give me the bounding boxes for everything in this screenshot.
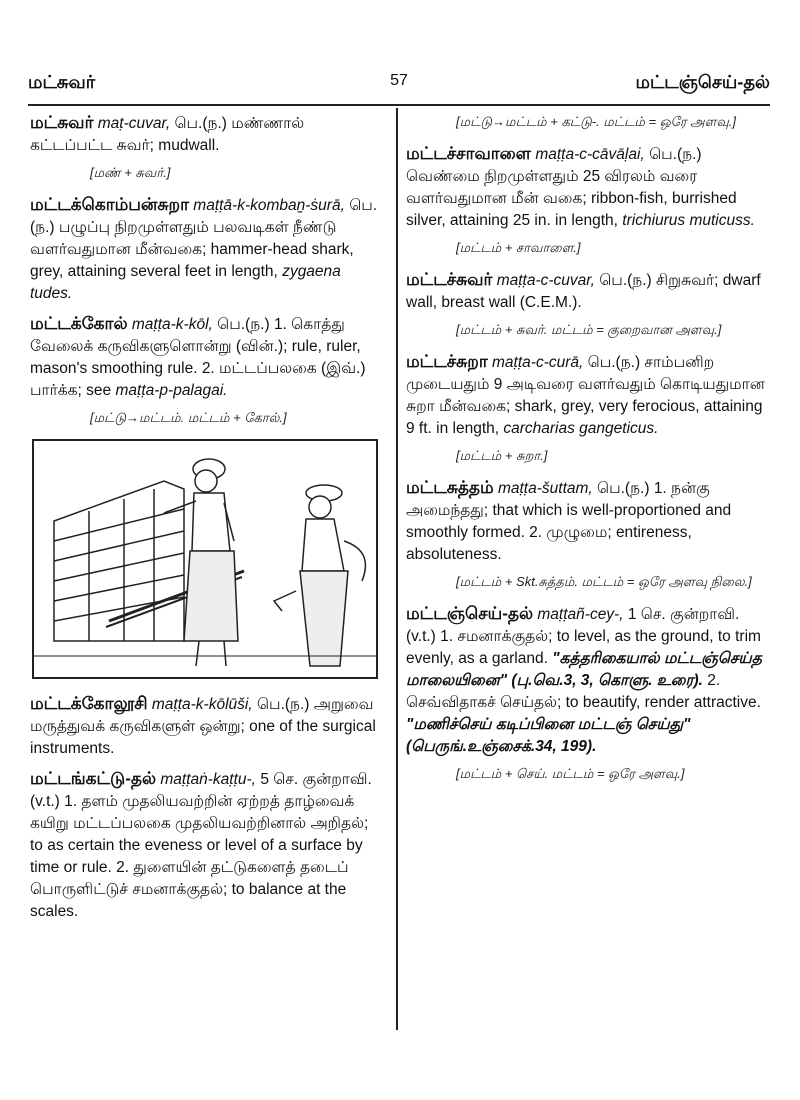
definition: பெ.(ந.) அறுவை மருத்துவக் கருவிகளுள் ஒன்று; one of the surgical instruments. bbox=[30, 696, 376, 757]
latin-name: carcharias gangeticus. bbox=[503, 420, 659, 437]
headword: மட்சுவர் bbox=[30, 113, 94, 132]
page-number: 57 bbox=[390, 72, 408, 89]
definition: பெ.(ந.) பழுப்பு நிறமுள்ளதும் பலவடிகள் நீண்டு வளர்வதுமான மீன்வகை; hammer-head shark, grey, attaining several feet in length, bbox=[30, 197, 378, 280]
definition: பெ.(ந.) மண்ணால் கட்டப்பட்ட சுவர்; mudwall. bbox=[30, 115, 305, 154]
dictionary-entry bbox=[30, 194, 380, 305]
etymology: [மட்டம் + சுவர். மட்டம் = குறைவான அளவு.] bbox=[456, 322, 722, 337]
etymology: [மட்டம் + சாவாளை.] bbox=[456, 240, 581, 255]
definition: பெ.(ந.) வெண்மை நிறமுள்ளதும் 25 விரலம் வரை வளர்வதுமான மீன் வகை; ribbon-fish, burrished silver, attaining 25 in. in length, bbox=[406, 146, 737, 229]
headword: மட்டங்கட்டு-தல் bbox=[30, 769, 157, 788]
headword: மட்டக்கோலூசி bbox=[30, 694, 148, 713]
header-right-word: மட்டஞ்செய்-தல் bbox=[635, 72, 770, 92]
left-column bbox=[30, 112, 380, 931]
headword: மட்டசுத்தம் bbox=[406, 478, 494, 497]
etymology: [மண் + சுவர்.] bbox=[90, 165, 171, 180]
definition: பெ.(ந.) 1. நன்கு அமைந்தது; that which is well-proportioned and smoothly formed. 2. முழுமை; entireness, absoluteness. bbox=[406, 480, 732, 563]
etymology: [மட்டம் + சுறா.] bbox=[456, 448, 548, 463]
dictionary-entry bbox=[30, 313, 380, 402]
transliteration: maṭṭā-k-kombaṉ-ṡurā, bbox=[193, 197, 345, 214]
page-header bbox=[28, 72, 770, 102]
transliteration: maṭ-cuvar, bbox=[97, 115, 171, 132]
headword: மட்டக்கோல் bbox=[30, 314, 128, 333]
column-divider bbox=[396, 108, 398, 1030]
header-rule bbox=[28, 104, 770, 106]
etymology: [மட்டு→மட்டம் + கட்டு-. மட்டம் = ஒரே அளவு.] bbox=[456, 114, 736, 129]
quotation: "கத்தரிகையால் மட்டஞ்செய்த மாலையினை" (பு.வெ.3, 3, கொளு. உரை). bbox=[406, 650, 762, 689]
latin-name: trichiurus muticuss. bbox=[622, 212, 755, 229]
dictionary-entry bbox=[30, 768, 380, 923]
dictionary-entry bbox=[30, 112, 380, 157]
definition-2: 2. செவ்விதாகச் செய்தல்; to beautify, render attractive. bbox=[406, 672, 761, 711]
definition: பெ.(ந.) சிறுசுவர்; dwarf wall, breast wall (C.E.M.). bbox=[406, 272, 761, 311]
headword: மட்டச்சுறா bbox=[406, 352, 488, 371]
etymology: [மட்டு→மட்டம். மட்டம் + கோல்.] bbox=[90, 410, 287, 425]
transliteration: maṭṭa-k-kōlūši, bbox=[151, 696, 253, 713]
see-reference: maṭṭa-p-palagai. bbox=[115, 382, 228, 399]
quotation: "மணிச்செய் கடிப்பினை மட்டஞ் செய்து" (பெருங்.உஞ்சைக்.34, 199). bbox=[406, 716, 691, 755]
right-column bbox=[406, 112, 770, 795]
transliteration: maṭṭa-k-kōl, bbox=[131, 316, 213, 333]
definition: பெ.(ந.) சாம்பனிற முடையதும் 9 அடிவரை வளர்வதும் கொடியதுமான சுறா மீன்வகை; shark, grey, very ferocious, attaining 9 ft. in length, bbox=[406, 354, 765, 437]
header-left-word: மட்சுவர் bbox=[28, 72, 96, 92]
dictionary-entry bbox=[30, 693, 380, 760]
headword: மட்டஞ்செய்-தல் bbox=[406, 604, 534, 623]
definition: பெ.(ந.) 1. கொத்து வேலைக் கருவிகளுளொன்று (வின்.); rule, ruler, mason's smoothing rule. 2. மட்டப்பலகை (இவ்.) பார்க்க; see bbox=[30, 316, 366, 399]
transliteration: maṭṭa-c-cuvar, bbox=[496, 272, 595, 289]
headword: மட்டச்சாவாளை bbox=[406, 144, 532, 163]
illustration-drawing bbox=[34, 441, 376, 677]
etymology: [மட்டம் + செய். மட்டம் = ஒரே அளவு.] bbox=[456, 766, 685, 781]
dictionary-entry bbox=[406, 269, 770, 314]
etymology: [மட்டம் + Skt.சுத்தம். மட்டம் = ஒரே அளவு நிலை.] bbox=[456, 574, 752, 589]
definition: 1 செ. குன்றாவி. (v.t.) 1. சமனாக்குதல்; to level, as the ground, to trim evenly, as a garland. bbox=[406, 606, 761, 667]
dictionary-entry bbox=[406, 603, 770, 758]
transliteration: maṭṭaṅ-kaṭṭu-, bbox=[160, 771, 256, 788]
dictionary-entry bbox=[406, 351, 770, 440]
transliteration: maṭṭa-c-cāvāḷai, bbox=[535, 146, 645, 163]
transliteration: maṭṭañ-cey-, bbox=[537, 606, 624, 623]
headword: மட்டக்கொம்பன்சுறா bbox=[30, 195, 189, 214]
latin-name: zygaena tudes. bbox=[30, 263, 341, 302]
dictionary-entry bbox=[406, 477, 770, 566]
definition: 5 செ. குன்றாவி.(v.t.) 1. தளம் முதலியவற்றின் ஏற்றத் தாழ்வைக் கயிறு மட்டப்பலகை முதலியவற்றினால் அறிதல்; to as certain the eveness or level of a surface by time or rule. 2. துளையின் தட்டுகளைத் தடைப் பொருளிட்டுச் சமனாக்குதல்; to balance at the scales. bbox=[30, 771, 372, 920]
dictionary-entry bbox=[406, 143, 770, 232]
headword: மட்டச்சுவர் bbox=[406, 270, 493, 289]
transliteration: maṭṭa-šuttam, bbox=[497, 480, 593, 497]
transliteration: maṭṭa-c-curā, bbox=[492, 354, 584, 371]
mason-illustration bbox=[32, 439, 378, 679]
